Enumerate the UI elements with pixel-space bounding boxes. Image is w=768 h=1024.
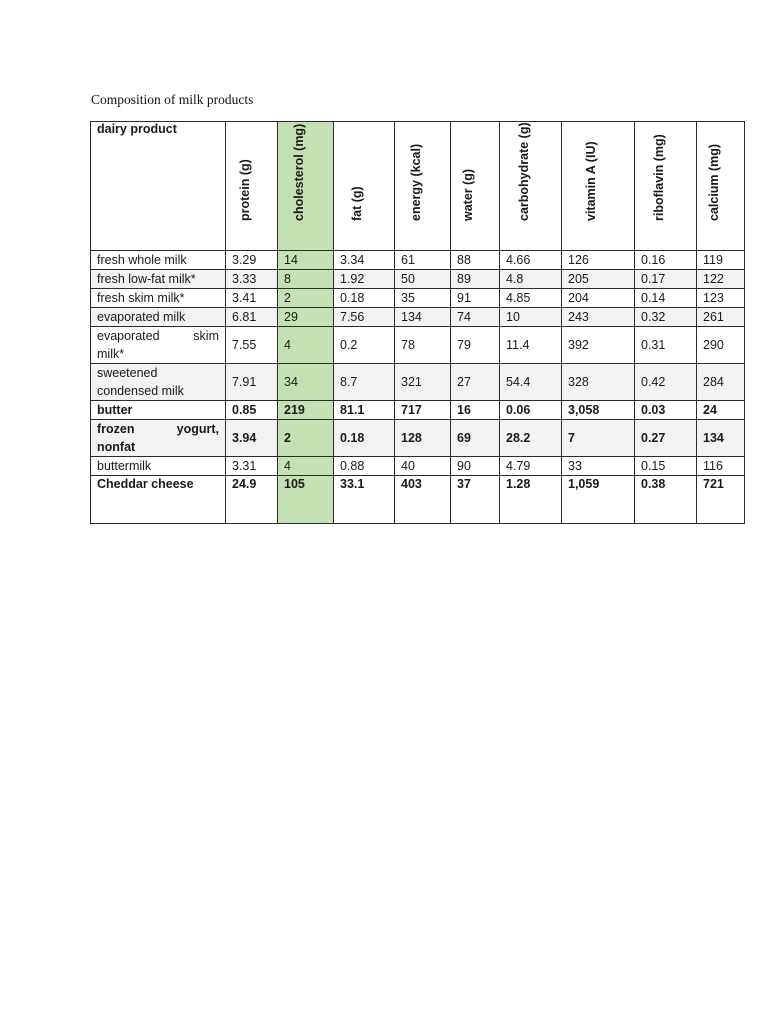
table-cell: 34 [278,364,334,401]
table-cell: 1.28 [500,476,562,524]
table-cell: 0.31 [635,327,697,364]
column-header-riboflavin [635,122,697,251]
table-cell: frozen yogurt, nonfat [91,420,226,457]
table-cell: 3.33 [226,270,278,289]
column-header-label: vitamin A (IU) [584,141,598,221]
table-cell: 33 [562,457,635,476]
table-cell: 126 [562,251,635,270]
table-cell: 0.42 [635,364,697,401]
table-cell: 7.55 [226,327,278,364]
table-cell: 122 [697,270,745,289]
table-cell: 0.18 [334,420,395,457]
table-cell: 88 [451,251,500,270]
table-cell: 3.34 [334,251,395,270]
table-cell: 61 [395,251,451,270]
column-header-label: carbohydrate (g) [516,122,531,221]
table-cell: 321 [395,364,451,401]
table-cell: 204 [562,289,635,308]
table-cell: 69 [451,420,500,457]
table-cell: 0.03 [635,401,697,420]
table-cell: 4 [278,327,334,364]
table-cell: 0.14 [635,289,697,308]
table-cell: 1.92 [334,270,395,289]
table-cell: 78 [395,327,451,364]
table-cell: 403 [395,476,451,524]
column-header-calcium [697,122,745,251]
table-cell: 7 [562,420,635,457]
table-cell: 7.56 [334,308,395,327]
table-cell: 0.32 [635,308,697,327]
column-header-label: water (g) [461,168,475,221]
table-cell: 3.41 [226,289,278,308]
table-cell: 40 [395,457,451,476]
table-cell: evaporated skim milk* [91,327,226,364]
column-header-fat [334,122,395,251]
table-cell: 3,058 [562,401,635,420]
table-cell: 89 [451,270,500,289]
table-caption: Composition of milk products [91,92,254,107]
table-row [91,289,745,308]
table-cell: 50 [395,270,451,289]
table-cell: 3.94 [226,420,278,457]
table-cell: 721 [697,476,745,524]
table-cell: 290 [697,327,745,364]
table-cell: 79 [451,327,500,364]
table-cell: 11.4 [500,327,562,364]
column-header-water [451,122,500,251]
table-cell: 0.06 [500,401,562,420]
table-cell: 1,059 [562,476,635,524]
table-cell: 0.88 [334,457,395,476]
table-cell: 0.15 [635,457,697,476]
table-cell: 4.85 [500,289,562,308]
table-cell: 24.9 [226,476,278,524]
table-cell: 243 [562,308,635,327]
table-cell: 2 [278,289,334,308]
table-cell: fresh low-fat milk* [91,270,226,289]
table-cell: buttermilk [91,457,226,476]
table-cell: fresh whole milk [91,251,226,270]
table-cell: 14 [278,251,334,270]
table-cell: 3.31 [226,457,278,476]
table-cell: butter [91,401,226,420]
table-cell: fresh skim milk* [91,289,226,308]
table-cell: 717 [395,401,451,420]
column-header-label: protein (g) [237,159,252,221]
table-cell: 0.18 [334,289,395,308]
table-cell: 261 [697,308,745,327]
table-cell: 4.8 [500,270,562,289]
table-row [91,420,745,457]
table-cell: 328 [562,364,635,401]
table-cell: 219 [278,401,334,420]
table-cell: 7.91 [226,364,278,401]
table-cell: 123 [697,289,745,308]
table-cell: 3.29 [226,251,278,270]
table-cell: 0.27 [635,420,697,457]
table-cell: 54.4 [500,364,562,401]
table-cell: 4.66 [500,251,562,270]
table-cell: 6.81 [226,308,278,327]
table-cell: 0.38 [635,476,697,524]
table-cell: 205 [562,270,635,289]
column-header-label: calcium (mg) [706,143,721,221]
table-row [91,401,745,420]
table-row [91,457,745,476]
table-cell: 0.17 [635,270,697,289]
table-cell: 4 [278,457,334,476]
column-header-vitamin-a [562,122,635,251]
table-cell: 0.2 [334,327,395,364]
table-cell: 74 [451,308,500,327]
table-cell: 134 [395,308,451,327]
table-cell: 91 [451,289,500,308]
table-cell: 0.85 [226,401,278,420]
column-header-cholesterol [278,122,334,251]
table-cell: 8 [278,270,334,289]
table-row [91,364,745,401]
table-cell: 105 [278,476,334,524]
table-row [91,270,745,289]
column-header-label: riboflavin (mg) [651,134,666,221]
column-header-protein [226,122,278,251]
table-row [91,251,745,270]
table-cell: 90 [451,457,500,476]
table-cell: 28.2 [500,420,562,457]
table-cell: 16 [451,401,500,420]
table-cell: 2 [278,420,334,457]
table-cell: 116 [697,457,745,476]
table-cell: 24 [697,401,745,420]
table-cell: Cheddar cheese [91,476,226,524]
table-row [91,308,745,327]
table-cell: 134 [697,420,745,457]
column-header-energy [395,122,451,251]
table-cell: 37 [451,476,500,524]
table-cell: 33.1 [334,476,395,524]
table-cell: 392 [562,327,635,364]
column-header-label: fat (g) [350,186,364,221]
column-header-label: energy (kcal) [408,143,423,221]
table-cell: evaporated milk [91,308,226,327]
table-cell: 4.79 [500,457,562,476]
header-row [91,122,745,251]
table-row [91,476,745,524]
table-cell: 128 [395,420,451,457]
table-cell: 8.7 [334,364,395,401]
table-cell: 10 [500,308,562,327]
table-cell: sweetened condensed milk [91,364,226,401]
table-cell: 284 [697,364,745,401]
table-cell: 29 [278,308,334,327]
table-row [91,327,745,364]
column-header-label: cholesterol (mg) [291,123,306,221]
table-cell: 0.16 [635,251,697,270]
column-header-dairy-product: dairy product [91,122,226,251]
table-cell: 119 [697,251,745,270]
column-header-carbohydrate [500,122,562,251]
table-cell: 35 [395,289,451,308]
table-cell: 81.1 [334,401,395,420]
table-cell: 27 [451,364,500,401]
milk-composition-table [90,121,745,524]
